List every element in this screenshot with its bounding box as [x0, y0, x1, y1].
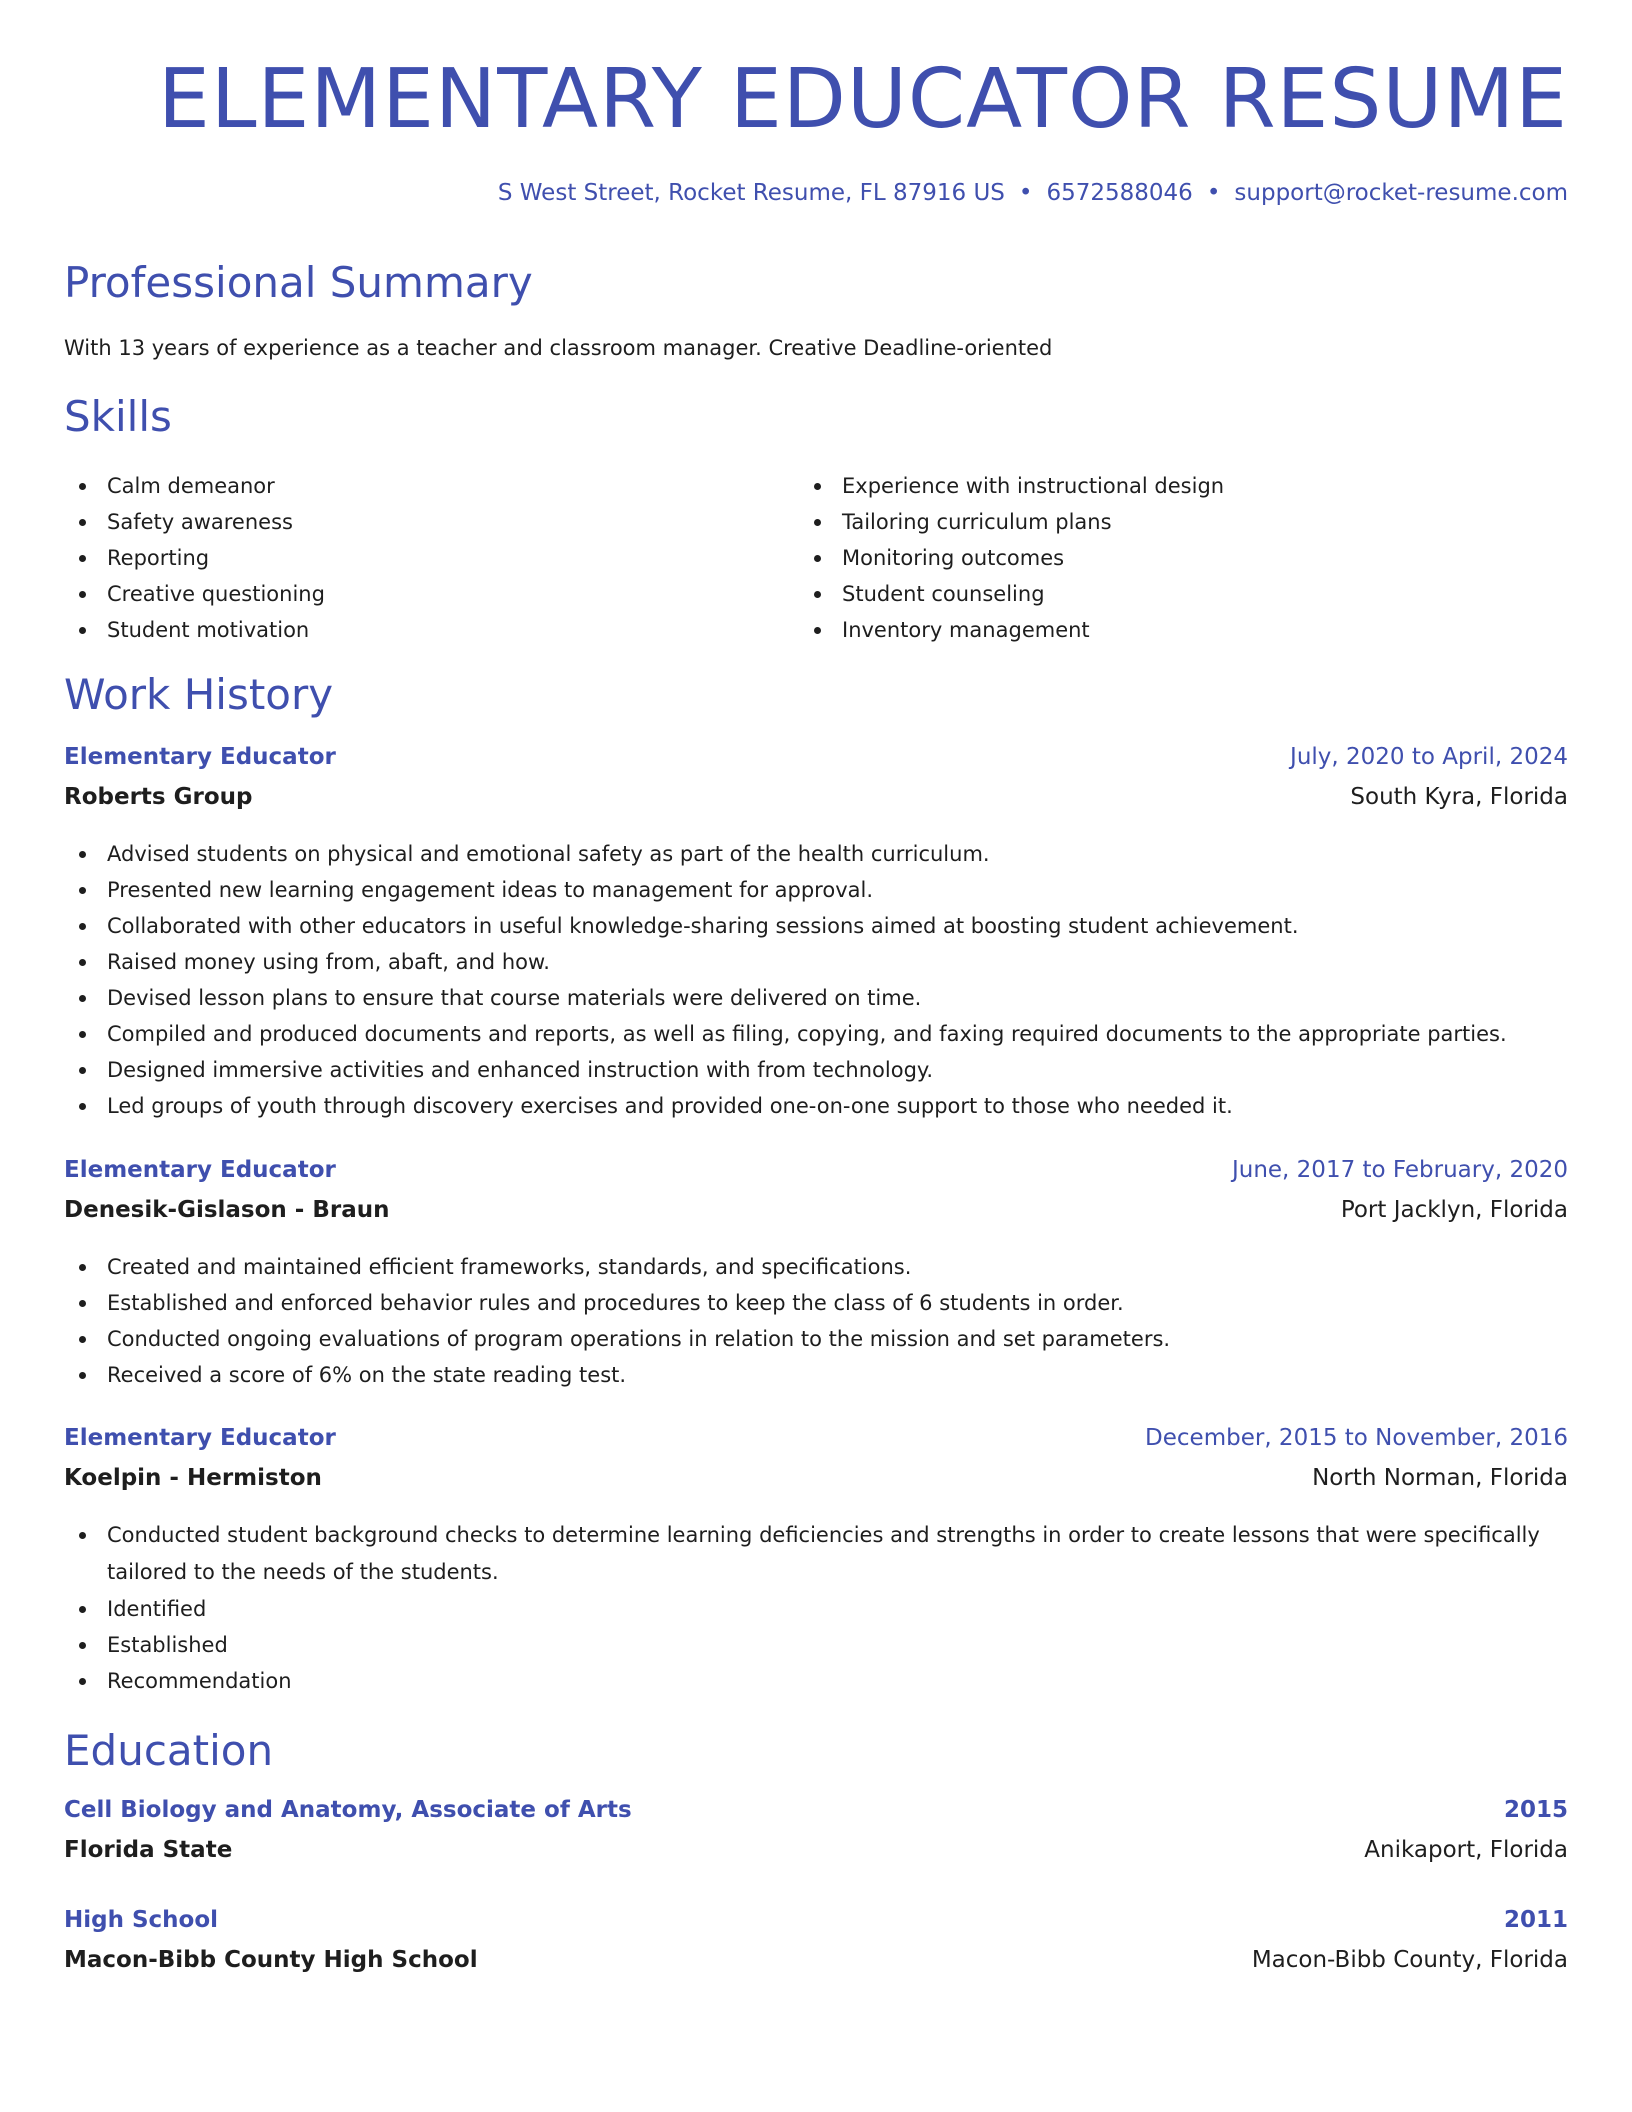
contact-separator: •	[1206, 180, 1221, 206]
job-title: Elementary Educator	[64, 1157, 336, 1183]
education-location: Anikaport, Florida	[1364, 1837, 1568, 1863]
education-location: Macon-Bibb County, Florida	[1251, 1947, 1568, 1973]
contact-separator: •	[1018, 180, 1033, 206]
job-entry	[64, 1425, 1568, 1699]
job-duty: Identified	[64, 1591, 1568, 1627]
job-duty: Compiled and produced documents and reports, as well as filing, copying, and faxing required documents to the appropriate parties.	[64, 1016, 1568, 1052]
job-duty: Advised students on physical and emotional safety as part of the health curriculum.	[64, 836, 1568, 872]
skill-item: Inventory management	[799, 612, 1224, 648]
job-duty: Led groups of youth through discovery exercises and provided one-on-one support to those who needed it.	[64, 1088, 1568, 1124]
resume-title: ELEMENTARY EDUCATOR RESUME	[158, 52, 1568, 147]
job-duty: Created and maintained efficient frameworks, standards, and specifications.	[64, 1249, 1568, 1285]
job-entry	[64, 744, 1568, 1124]
job-location: North Norman, Florida	[1312, 1465, 1568, 1491]
job-company: Denesik-Gislason - Braun	[64, 1197, 390, 1223]
skill-item: Safety awareness	[64, 504, 325, 540]
education-heading: Education	[64, 1726, 274, 1775]
job-duties	[64, 1517, 1568, 1699]
skill-item: Student motivation	[64, 612, 325, 648]
job-duty: Designed immersive activities and enhanced instruction with from technology.	[64, 1052, 1568, 1088]
job-dates: December, 2015 to November, 2016	[1145, 1425, 1568, 1451]
job-dates: July, 2020 to April, 2024	[1290, 744, 1568, 770]
job-duty: Recommendation	[64, 1663, 1568, 1699]
contact-line	[498, 180, 1568, 206]
education-year: 2011	[1503, 1907, 1568, 1933]
summary-text: With 13 years of experience as a teacher and classroom manager. Creative Deadline-oriented	[64, 336, 1053, 360]
skill-item: Reporting	[64, 540, 325, 576]
job-duty: Collaborated with other educators in useful knowledge-sharing sessions aimed at boosting student achievement.	[64, 908, 1568, 944]
job-company: Koelpin - Hermiston	[64, 1465, 322, 1491]
job-location: Port Jacklyn, Florida	[1340, 1197, 1568, 1223]
job-duty: Conducted ongoing evaluations of program operations in relation to the mission and set parameters.	[64, 1321, 1568, 1357]
job-duty: Received a score of 6% on the state reading test.	[64, 1357, 1568, 1393]
education-school: Macon-Bibb County High School	[64, 1947, 478, 1973]
skills-heading: Skills	[64, 392, 172, 441]
contact-address: S West Street, Rocket Resume, FL 87916 US	[497, 180, 1005, 206]
skill-item: Experience with instructional design	[799, 468, 1224, 504]
contact-email: support@rocket-resume.com	[1234, 180, 1568, 206]
education-entry	[64, 1797, 1568, 1877]
job-duty: Established and enforced behavior rules and procedures to keep the class of 6 students in order.	[64, 1285, 1568, 1321]
job-title: Elementary Educator	[64, 744, 336, 770]
education-year: 2015	[1503, 1797, 1568, 1823]
skill-item: Monitoring outcomes	[799, 540, 1224, 576]
job-title: Elementary Educator	[64, 1425, 336, 1451]
skill-item: Tailoring curriculum plans	[799, 504, 1224, 540]
job-duty: Conducted student background checks to determine learning deficiencies and strengths in order to create lessons that were specifically tailored to the needs of the students.	[64, 1517, 1568, 1591]
skill-item: Student counseling	[799, 576, 1224, 612]
education-entry	[64, 1907, 1568, 1987]
work-history-heading: Work History	[64, 670, 334, 719]
job-location: South Kyra, Florida	[1350, 784, 1568, 810]
education-degree: Cell Biology and Anatomy, Associate of Arts	[64, 1797, 632, 1823]
skills-list-right	[799, 468, 1224, 648]
job-company: Roberts Group	[64, 784, 253, 810]
contact-phone: 6572588046	[1046, 180, 1193, 206]
job-duties	[64, 1249, 1568, 1393]
summary-heading: Professional Summary	[64, 258, 533, 307]
skill-item: Creative questioning	[64, 576, 325, 612]
job-duty: Raised money using from, abaft, and how.	[64, 944, 1568, 980]
skills-list-left	[64, 468, 325, 648]
education-school: Florida State	[64, 1837, 233, 1863]
job-dates: June, 2017 to February, 2020	[1231, 1157, 1568, 1183]
education-degree: High School	[64, 1907, 219, 1933]
job-duty: Established	[64, 1627, 1568, 1663]
job-duty: Devised lesson plans to ensure that course materials were delivered on time.	[64, 980, 1568, 1016]
job-duty: Presented new learning engagement ideas to management for approval.	[64, 872, 1568, 908]
skill-item: Calm demeanor	[64, 468, 325, 504]
job-duties	[64, 836, 1568, 1124]
job-entry	[64, 1157, 1568, 1393]
